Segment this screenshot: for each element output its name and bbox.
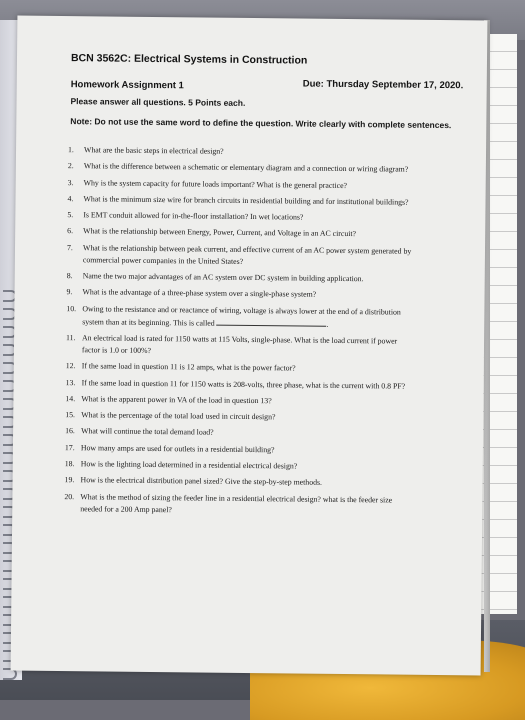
- question-item: [68, 160, 478, 176]
- question-text-continued-body: system than at its beginning. This is called: [82, 316, 215, 328]
- question-number: 15.: [65, 410, 76, 420]
- question-text: Owing to the resistance and or reactance of wiring, voltage is always lower at the end of a distribution: [82, 303, 401, 317]
- question-item: [66, 377, 476, 393]
- question-item: [67, 242, 477, 270]
- question-item: [66, 286, 476, 302]
- question-item: [64, 491, 474, 519]
- question-item: [68, 144, 478, 160]
- question-number: 4.: [67, 193, 74, 204]
- question-number: 14.: [65, 393, 76, 404]
- question-item: [65, 393, 475, 409]
- question-item: [67, 193, 477, 209]
- question-text: How is the electrical distribution panel sized? Give the step-by-step methods.: [80, 475, 323, 488]
- question-text: What will continue the total demand load?: [81, 426, 214, 438]
- question-item: [65, 426, 475, 442]
- question-number: 16.: [65, 426, 75, 436]
- note: Note: Do not use the same word to define the question. Write clearly with complete sentences.: [70, 116, 452, 131]
- question-number: 18.: [64, 459, 75, 469]
- question-text: What is the percentage of the total load used in circuit design?: [81, 410, 276, 422]
- question-number: 8.: [66, 271, 73, 281]
- question-text: What is the difference between a schematic or elementary diagram and a connection or wiring diagram?: [83, 161, 409, 174]
- assignment-title: Homework Assignment 1: [70, 79, 184, 92]
- question-text: What is the relationship between peak current, and effective current of an AC power system generated by: [82, 243, 412, 256]
- question-number: 1.: [67, 145, 74, 155]
- question-text: What is the apparent power in VA of the load in question 13?: [81, 394, 272, 406]
- question-number: 9.: [66, 287, 73, 297]
- question-text: Name the two major advantages of an AC system over DC system in building application.: [82, 271, 364, 284]
- question-text: What is the relationship between Energy, Power, Current, and Voltage in an AC circuit?: [83, 226, 357, 239]
- question-text-continued: [82, 315, 476, 332]
- question-text: What is the minimum size wire for branch circuits in residential building and for institutional buildings?: [83, 194, 409, 207]
- question-item: [68, 177, 478, 193]
- question-number: 5.: [67, 210, 74, 220]
- question-text: What are the basic steps in electrical design?: [83, 145, 224, 156]
- question-number: 17.: [64, 442, 75, 452]
- question-text-continued-body: needed for a 200 Amp panel?: [80, 503, 172, 514]
- question-number: 6.: [67, 226, 74, 236]
- question-text: If the same load in question 11 is 12 amps, what is the power factor?: [81, 361, 296, 373]
- question-number: 11.: [66, 333, 76, 343]
- question-list: [64, 144, 478, 523]
- question-item: [65, 409, 475, 425]
- question-item: [65, 442, 475, 458]
- question-number: 19.: [64, 475, 75, 485]
- question-text: How many amps are used for outlets in a residential building?: [80, 442, 275, 455]
- due-date: Due: Thursday September 17, 2020.: [302, 78, 464, 92]
- question-item: [67, 270, 477, 286]
- question-number: 10.: [66, 303, 77, 313]
- question-text-continued-body: commercial power companies in the United States?: [82, 255, 244, 266]
- question-text: If the same load in question 11 for 1150 watts is 208-volts, three phase, what is the current with 0.8 PF?: [81, 377, 406, 391]
- question-item: [66, 360, 476, 376]
- question-number: 3.: [67, 177, 74, 187]
- question-item: [66, 303, 476, 332]
- question-number: 7.: [66, 242, 73, 252]
- question-item: [67, 226, 477, 242]
- question-item: [66, 332, 476, 360]
- question-number: 12.: [65, 361, 76, 371]
- question-text: An electrical load is rated for 1150 watts at 115 Volts, single-phase. What is the load current if power: [82, 333, 398, 346]
- question-text-continued-body: factor is 1.0 or 100%?: [81, 345, 152, 355]
- question-number: 20.: [64, 491, 75, 501]
- question-number: 13.: [65, 377, 76, 387]
- question-item: [65, 474, 475, 490]
- question-text: What is the advantage of a three-phase system over a single-phase system?: [82, 287, 317, 300]
- blank-period: .: [326, 319, 329, 329]
- instructions: Please answer all questions. 5 Points each.: [70, 96, 246, 108]
- question-number: 2.: [67, 161, 74, 171]
- question-text: Is EMT conduit allowed for in-the-floor installation? In wet locations?: [83, 210, 304, 222]
- course-title: BCN 3562C: Electrical Systems in Construction: [70, 52, 308, 67]
- question-text: Why is the system capacity for future loads important? What is the general practice?: [83, 177, 348, 190]
- question-text: How is the lighting load determined in a residential electrical design?: [80, 459, 298, 471]
- question-item: [67, 209, 477, 225]
- question-text: What is the method of sizing the feeder line in a residential electrical design? what is the feeder size: [80, 491, 393, 505]
- question-item: [65, 458, 475, 474]
- fill-in-blank[interactable]: [217, 316, 329, 329]
- homework-page: [11, 16, 488, 676]
